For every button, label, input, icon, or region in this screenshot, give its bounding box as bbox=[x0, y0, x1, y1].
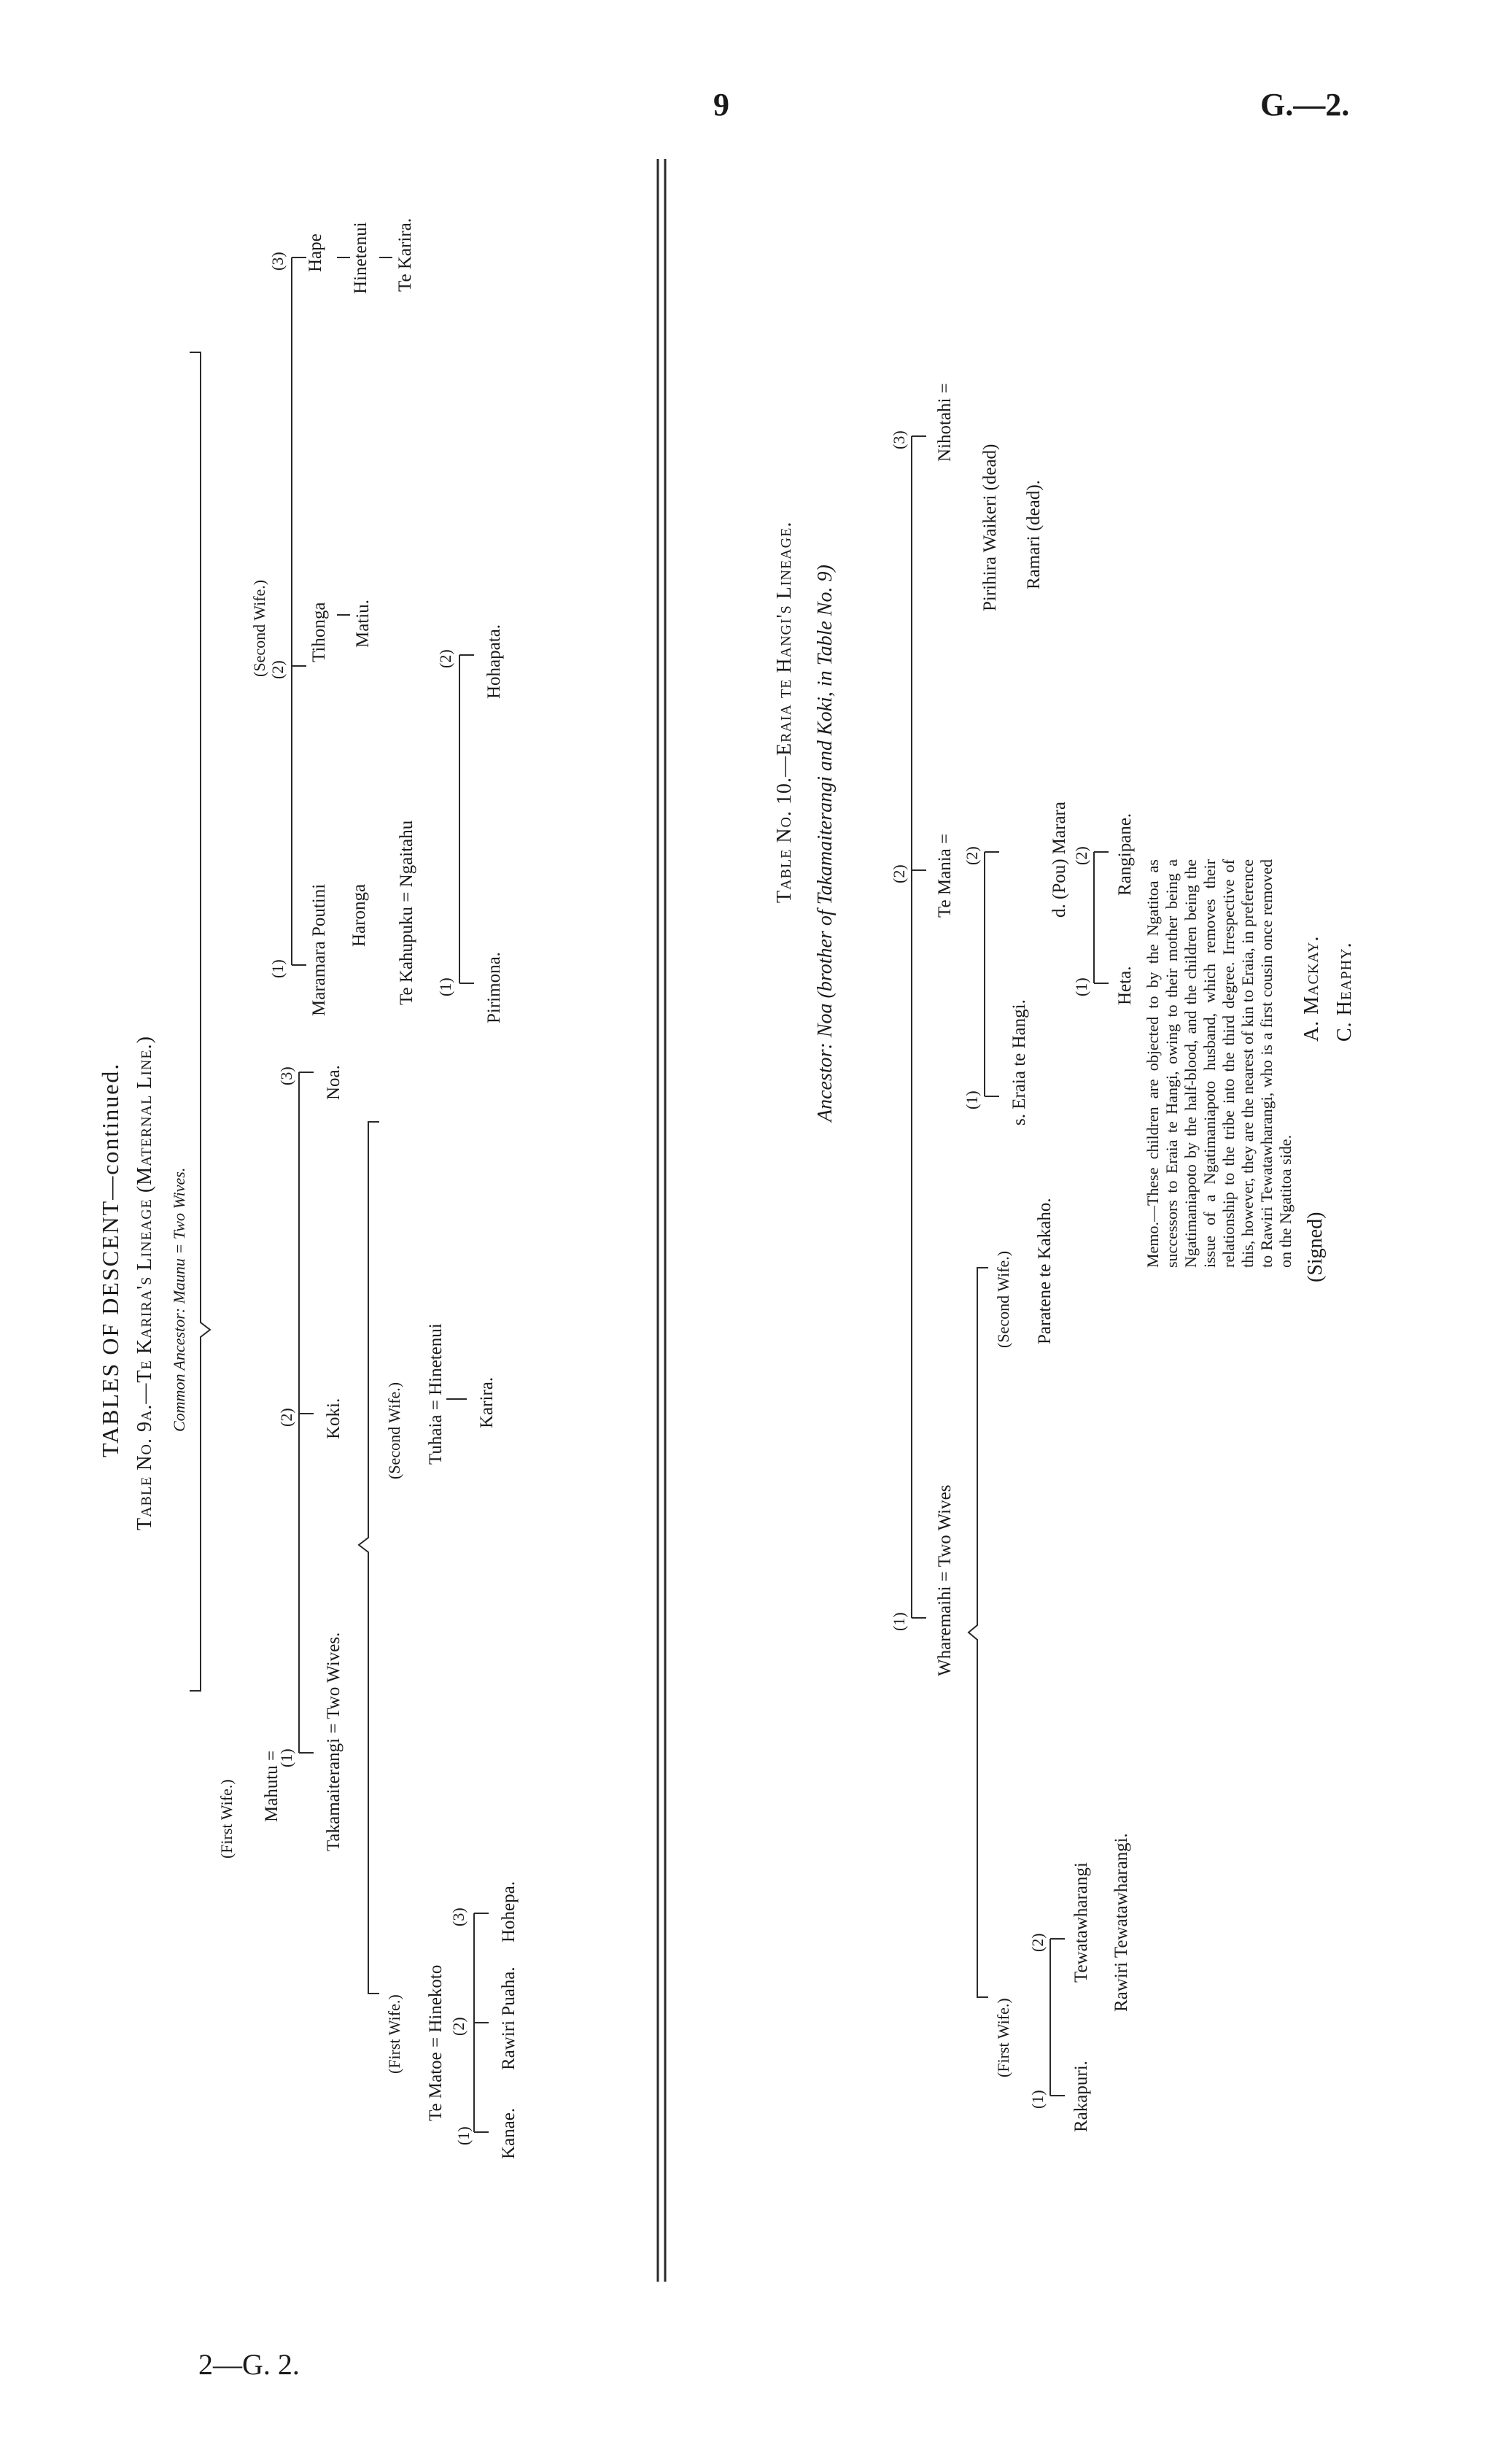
gen-number: (1) bbox=[963, 1090, 981, 1109]
mahutu-name: Mahutu = bbox=[262, 1750, 282, 1822]
gen-number: (1) bbox=[1028, 2090, 1047, 2109]
table-9a-ancestor: Common Ancestor: Maunu = Two Wives. bbox=[170, 1167, 188, 1432]
gen-number: (2) bbox=[1028, 1933, 1047, 1952]
ramari-name: Ramari (dead). bbox=[1024, 480, 1044, 589]
te-karira-name: Te Karira. bbox=[395, 218, 415, 292]
tewatawharangi-name: Tewatawharangi bbox=[1071, 1862, 1091, 1983]
table-10-ancestor: Ancestor: Noa (brother of Takamaiterangi and Koki, in Table No. 9) bbox=[814, 565, 837, 1122]
gen-number: (2) bbox=[449, 2017, 467, 2036]
second-wife-label: (Second Wife.) bbox=[994, 1250, 1012, 1348]
gen-number: (1) bbox=[890, 1612, 908, 1631]
paratene-te-kakaho-name: Paratene te Kakaho. bbox=[1035, 1198, 1055, 1344]
tuhaia-name: Tuhaia = Hinetenui bbox=[426, 1323, 446, 1465]
marara-name: d. (Pou) Marara bbox=[1049, 802, 1069, 918]
gen-number: (2) bbox=[890, 864, 908, 883]
kanae-name: Kanae. bbox=[499, 2107, 519, 2159]
gen-number: (2) bbox=[436, 649, 454, 668]
hinetenui-name: Hinetenui bbox=[351, 222, 370, 294]
gen-number: (1) bbox=[277, 1748, 295, 1767]
signed-label: (Signed) bbox=[1304, 1212, 1327, 1282]
gen-number: (1) bbox=[454, 2126, 473, 2145]
maramara-poutini-name: Maramara Poutini bbox=[309, 883, 329, 1016]
gen-number: (1) bbox=[1072, 977, 1090, 996]
tihonga-name: Tihonga bbox=[309, 602, 329, 662]
noa-name: Noa. bbox=[324, 1065, 344, 1100]
te-matoe-name: Te Matoe = Hinekoto bbox=[426, 1964, 446, 2121]
first-wife-label: (First Wife.) bbox=[994, 1998, 1012, 2077]
memo-note: Memo.—These children are objected to by the Ngatitoa as successors to Eraia te Hangi, owing to their mother being a Ngatimaniapoto by the half-blood, and the children being the issue of a Ngatimaniapoto husband, which removes their relationship to the tribe into the third degree. Irrespective of this, however, they are the nearest of kin to Eraia, in preference to Rawiri Tewatawharangi, who is a first cousin once removed on the Ngatitoa side. bbox=[1144, 859, 1295, 1268]
rawiri-puaha-name: Rawiri Puaha. bbox=[499, 1967, 519, 2070]
nihotahi-name: Nihotahi = bbox=[935, 383, 955, 462]
te-kahupuku-name: Te Kahupuku = Ngaitahu bbox=[397, 820, 416, 1005]
gen-number: (1) bbox=[436, 977, 454, 996]
hohepa-name: Hohepa. bbox=[499, 1881, 519, 1942]
hape-name: Hape bbox=[306, 233, 325, 272]
gen-number: (2) bbox=[1072, 846, 1090, 865]
te-mania-name: Te Mania = bbox=[935, 833, 955, 918]
tables-heading: TABLES OF DESCENT—continued. bbox=[97, 1062, 123, 1457]
first-wife-label: (First Wife.) bbox=[385, 1994, 403, 2074]
gen-number: (3) bbox=[277, 1066, 295, 1085]
page-footer: 2—G. 2. bbox=[198, 2348, 300, 2381]
gen-number: (1) bbox=[268, 959, 287, 978]
gen-number: (3) bbox=[890, 430, 908, 449]
rakapuri-name: Rakapuri. bbox=[1071, 2061, 1091, 2132]
karira-name: Karira. bbox=[477, 1376, 497, 1428]
heta-name: Heta. bbox=[1115, 966, 1135, 1005]
rawiri-tewatawharangi-name: Rawiri Tewatawharangi. bbox=[1111, 1833, 1131, 2012]
hohapata-name: Hohapata. bbox=[484, 624, 504, 699]
gen-number: (3) bbox=[268, 252, 287, 271]
pirimona-name: Pirimona. bbox=[484, 952, 504, 1023]
page-number: 9 bbox=[713, 87, 729, 123]
table-9a-title: Table No. 9a.—Te Karira's Lineage (Maternal Line.) bbox=[133, 1036, 156, 1530]
document-code: G.—2. bbox=[1260, 87, 1350, 123]
second-wife-label: (Second Wife.) bbox=[250, 579, 268, 677]
signature-heaphy: C. Heaphy. bbox=[1333, 942, 1356, 1042]
gen-number: (2) bbox=[277, 1408, 295, 1427]
takamaiterangi-name: Takamaiterangi = Two Wives. bbox=[324, 1632, 344, 1851]
eraia-te-hangi-name: s. Eraia te Hangi. bbox=[1009, 999, 1029, 1126]
haronga-name: Haronga bbox=[349, 883, 369, 947]
table-10-title: Table No. 10.—Eraia te Hangi's Lineage. bbox=[773, 521, 796, 903]
first-wife-label: (First Wife.) bbox=[217, 1779, 236, 1859]
gen-number: (2) bbox=[268, 660, 287, 679]
matiu-name: Matiu. bbox=[353, 600, 373, 648]
rangipane-name: Rangipane. bbox=[1115, 813, 1135, 896]
gen-number: (2) bbox=[963, 846, 981, 865]
signature-mackay: A. Mackay. bbox=[1300, 935, 1323, 1042]
gen-number: (3) bbox=[449, 1907, 467, 1926]
koki-name: Koki. bbox=[324, 1398, 344, 1439]
pirihira-waikeri-name: Pirihira Waikeri (dead) bbox=[980, 443, 1000, 611]
second-wife-label: (Second Wife.) bbox=[385, 1382, 403, 1479]
wharemaihi-name: Wharemaihi = Two Wives bbox=[935, 1484, 955, 1676]
